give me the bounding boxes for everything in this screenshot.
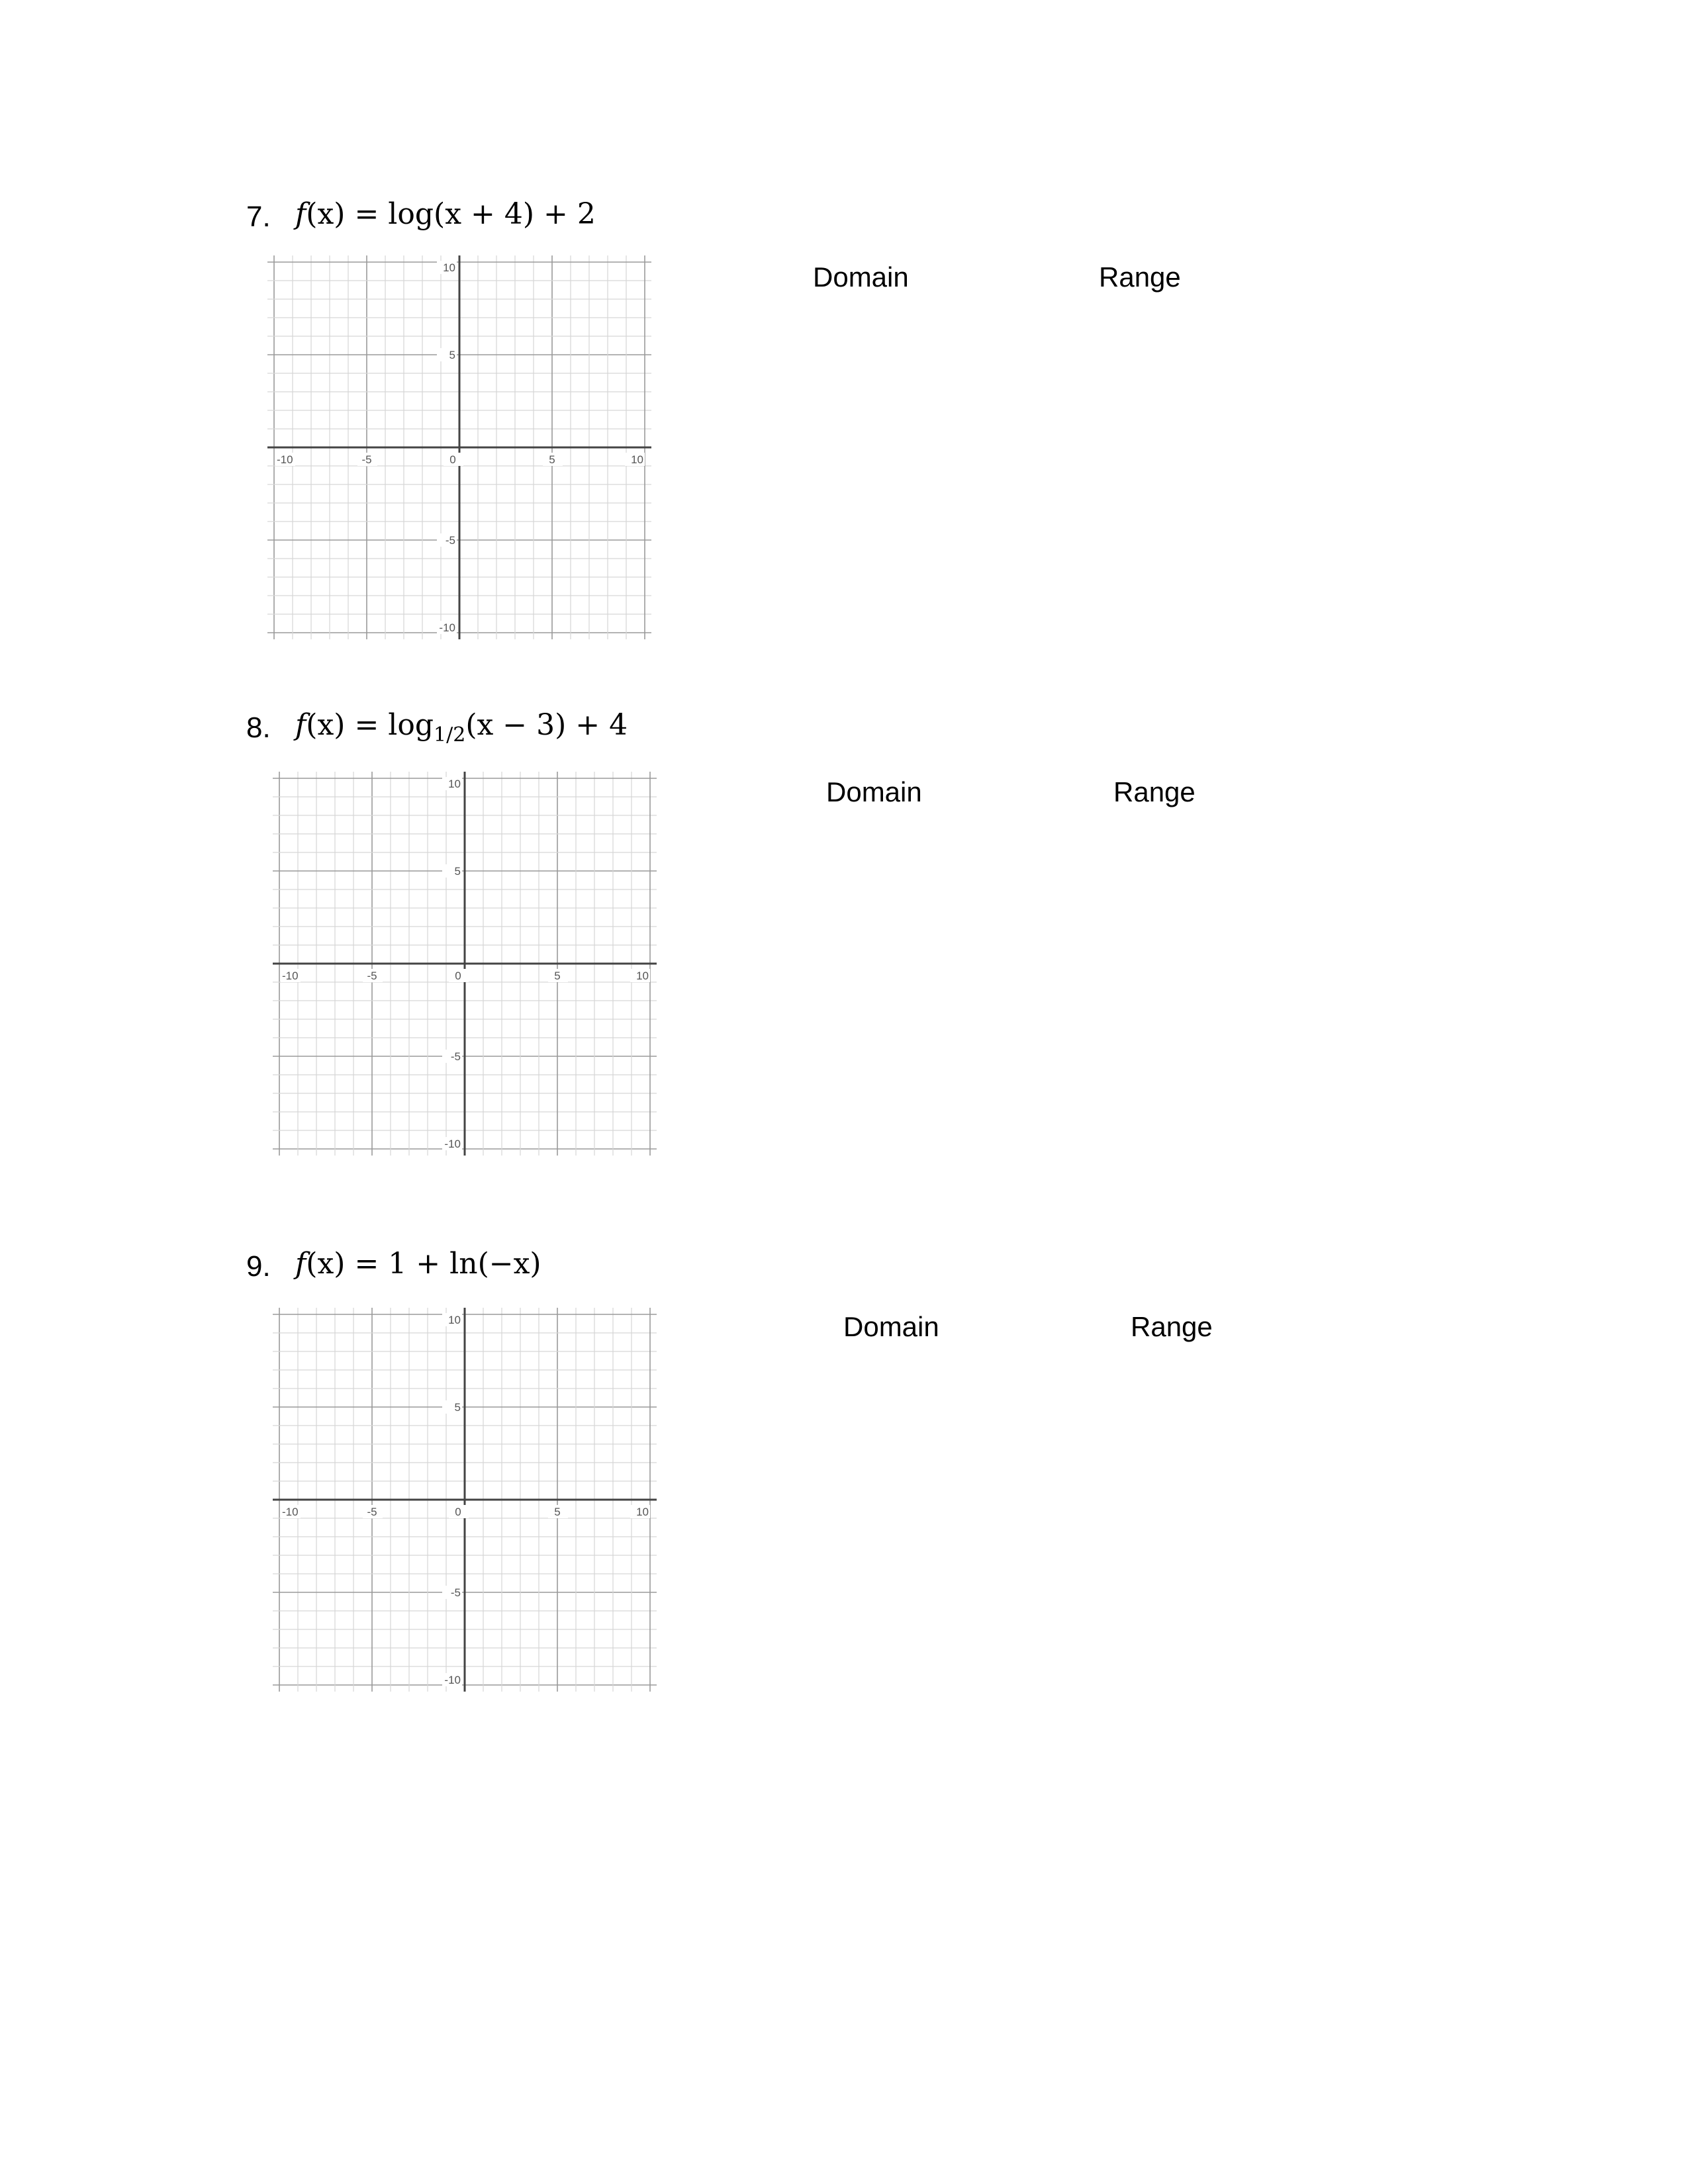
x-tick-label: -5	[361, 453, 372, 466]
x-tick-label: -10	[282, 1506, 299, 1518]
range-label: Range	[1131, 1311, 1213, 1342]
x-tick-label: -10	[282, 970, 299, 982]
problem-number: 7.	[246, 201, 271, 233]
y-tick-label: 10	[448, 1314, 461, 1326]
function-formula: $f(x) = \log_{1/2}(x - 3) + 4$	[295, 708, 628, 747]
x-tick-label: -5	[367, 1506, 377, 1518]
x-tick-label: 10	[636, 970, 649, 982]
range-label: Range	[1099, 261, 1181, 293]
y-tick-label: -10	[444, 1138, 461, 1150]
y-tick-label: -10	[439, 621, 455, 634]
y-tick-label: -5	[445, 534, 455, 547]
x-tick-label: 0	[455, 970, 461, 982]
coordinate-grid[interactable]	[273, 772, 657, 1156]
x-tick-label: 5	[549, 453, 555, 466]
x-tick-label: -5	[367, 970, 377, 982]
x-tick-label: 0	[455, 1506, 461, 1518]
domain-label: Domain	[826, 776, 922, 807]
x-tick-label: 0	[449, 453, 456, 466]
function-formula: f(x) = 1 + ln(−x)	[295, 1247, 541, 1281]
x-tick-label: 5	[554, 1506, 561, 1518]
function-formula: f(x) = log(x + 4) + 2	[295, 197, 596, 231]
y-tick-label: -5	[450, 1050, 461, 1063]
coordinate-grid[interactable]	[273, 1308, 657, 1692]
y-tick-label: 10	[448, 778, 461, 790]
x-tick-label: 10	[636, 1506, 649, 1518]
problem-number: 8.	[246, 711, 271, 744]
domain-label: Domain	[843, 1311, 939, 1342]
x-tick-label: 10	[631, 453, 643, 466]
x-tick-label: 5	[554, 970, 561, 982]
domain-label: Domain	[813, 261, 909, 293]
y-tick-label: 5	[449, 349, 455, 361]
y-tick-label: -5	[450, 1586, 461, 1599]
y-tick-label: 5	[454, 1401, 461, 1414]
coordinate-grid[interactable]	[267, 255, 651, 639]
y-tick-label: 5	[454, 865, 461, 878]
problem-number: 9.	[246, 1250, 271, 1283]
range-label: Range	[1113, 776, 1196, 807]
y-tick-label: -10	[444, 1674, 461, 1686]
y-tick-label: 10	[443, 261, 455, 274]
x-tick-label: -10	[277, 453, 293, 466]
